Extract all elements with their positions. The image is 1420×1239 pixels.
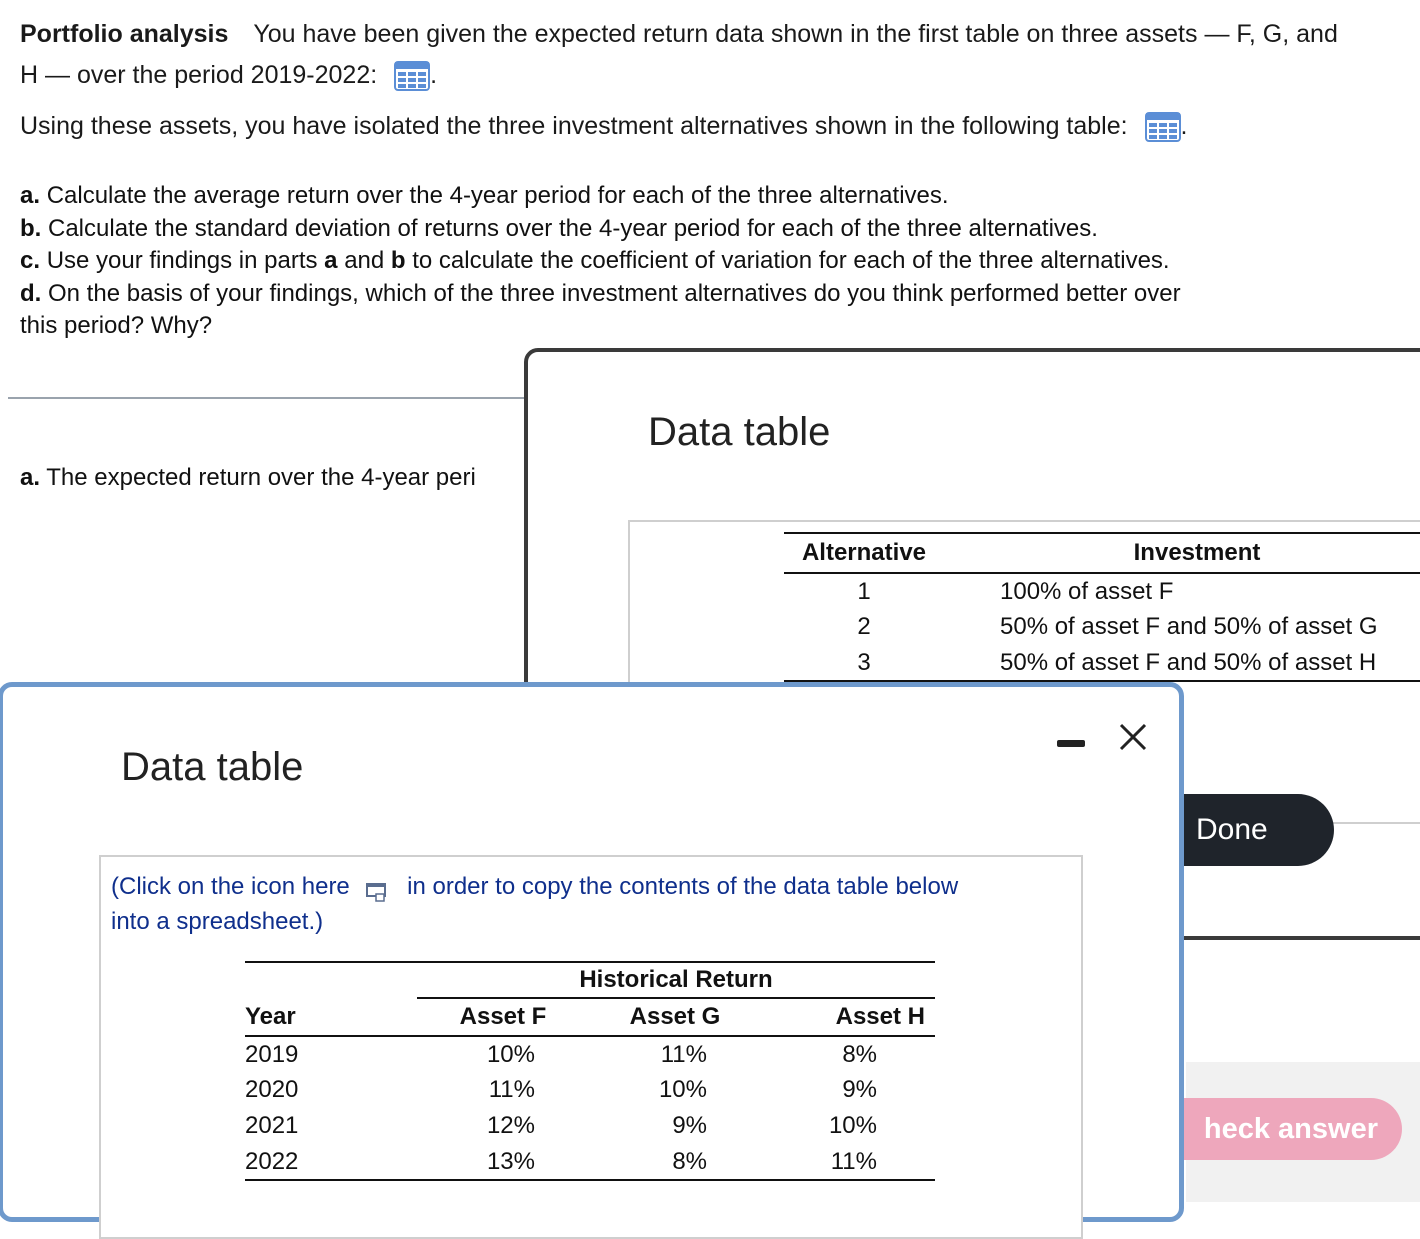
asset-g-cell: 10% (658, 1076, 707, 1103)
question-title: Portfolio analysis (20, 20, 229, 48)
question-line-1 (20, 14, 1410, 55)
returns-table (245, 961, 935, 1181)
inv-cell: 50% of asset F and 50% of asset G (1000, 613, 1378, 640)
part-ref-a: a (324, 247, 338, 274)
h-label: H (20, 61, 39, 89)
done-button[interactable]: Done (1164, 794, 1334, 866)
asset-g-cell: 8% (672, 1147, 707, 1175)
part-text: Calculate the standard deviation of returns over the 4-year period for each of the three alternatives. (48, 214, 1098, 242)
part-letter: b. (20, 214, 42, 242)
period-text: over the period 2019-2022: (76, 61, 378, 89)
section-divider (8, 397, 528, 399)
dialog-title: Data table (121, 745, 304, 789)
period-mark: . (430, 61, 438, 89)
year-cell: 2019 (245, 1040, 299, 1068)
question-text (20, 14, 1410, 96)
part-text: Calculate the average return over the 4-year period for each of the three alternatives. (46, 182, 949, 209)
copy-note-text: (Click on the icon here (111, 873, 350, 900)
returns-dialog (0, 682, 1184, 1222)
inv-cell: 50% of asset F and 50% of asset H (1000, 648, 1377, 676)
assets-suffix: F, G, and (1236, 20, 1338, 48)
table-row (245, 1036, 935, 1072)
year-cell: 2021 (245, 1112, 299, 1139)
part-letter: c. (20, 247, 41, 274)
group-header: Historical Return (417, 962, 935, 998)
header-asset-g: Asset G (629, 1003, 721, 1030)
asset-g-cell: 11% (660, 1040, 707, 1068)
alt-cell: 2 (857, 613, 871, 640)
part-d (20, 278, 1410, 311)
header-investment: Investment (1133, 539, 1261, 566)
alternatives-grid-icon[interactable] (1145, 112, 1181, 142)
question-intro: You have been given the expected return data shown in the first table on three assets (253, 20, 1198, 48)
part-b (20, 213, 1410, 246)
minimize-icon (1057, 740, 1085, 747)
data-table-grid-icon[interactable] (394, 61, 430, 91)
question-line-2 (20, 55, 1410, 96)
copy-spreadsheet-icon[interactable] (364, 877, 392, 899)
table-row (245, 1144, 935, 1180)
asset-f-cell: 10% (486, 1040, 535, 1068)
alternatives-line (20, 106, 1410, 147)
part-letter: d. (20, 279, 42, 307)
close-button[interactable] (1113, 717, 1153, 757)
answer-letter: a. (20, 464, 41, 491)
em-dash: — (1204, 20, 1237, 48)
asset-f-cell: 13% (486, 1147, 535, 1175)
parts-list (20, 180, 1410, 343)
asset-f-cell: 11% (488, 1076, 535, 1103)
header-alternative: Alternative (801, 539, 927, 566)
part-letter: a. (20, 182, 41, 209)
asset-f-cell: 12% (486, 1112, 535, 1139)
part-text: to calculate the coefficient of variation for each of the three alternatives. (412, 247, 1170, 274)
minimize-button[interactable] (1053, 735, 1089, 749)
answer-a (20, 462, 530, 495)
table-row (245, 1108, 935, 1144)
part-text: and (344, 247, 385, 274)
part-text: Use your findings in parts (46, 247, 318, 274)
period-mark: . (1180, 112, 1188, 140)
year-cell: 2020 (245, 1076, 299, 1103)
alt-cell: 3 (857, 648, 871, 676)
alternatives-text: Using these assets, you have isolated the three investment alternatives shown in the following table: (20, 112, 1128, 140)
part-text: On the basis of your findings, which of the three investment alternatives do you think performed better over (48, 279, 1181, 307)
table-row (784, 609, 1420, 645)
part-ref-b: b (390, 247, 406, 274)
asset-h-cell: 9% (842, 1076, 877, 1103)
year-cell: 2022 (245, 1147, 299, 1175)
dialog-title: Data table (648, 410, 831, 454)
close-icon (1113, 717, 1153, 757)
header-asset-f: Asset F (459, 1003, 547, 1030)
table-row (245, 1072, 935, 1108)
table-row (784, 573, 1420, 609)
table-row (784, 645, 1420, 681)
returns-table-box (99, 855, 1083, 1239)
asset-h-cell: 10% (828, 1112, 877, 1139)
alt-cell: 1 (857, 577, 871, 605)
em-dash: — (38, 61, 77, 89)
asset-g-cell: 9% (672, 1112, 707, 1139)
check-answer-button[interactable]: heck answer (1150, 1098, 1402, 1160)
copy-note (111, 869, 1071, 939)
asset-h-cell: 8% (842, 1040, 877, 1068)
part-c (20, 245, 1410, 278)
inv-cell: 100% of asset F (1000, 577, 1174, 605)
alternatives-table (784, 532, 1420, 682)
part-d-line2: this period? Why? (20, 312, 213, 339)
asset-h-cell: 11% (830, 1147, 877, 1175)
header-asset-h: Asset H (835, 1003, 925, 1030)
answer-text: The expected return over the 4-year peri (46, 464, 476, 491)
part-a (20, 180, 1410, 213)
copy-note-text: into a spreadsheet.) (111, 908, 324, 935)
copy-note-text: in order to copy the contents of the data table below (407, 873, 959, 900)
header-year: Year (245, 1002, 296, 1030)
